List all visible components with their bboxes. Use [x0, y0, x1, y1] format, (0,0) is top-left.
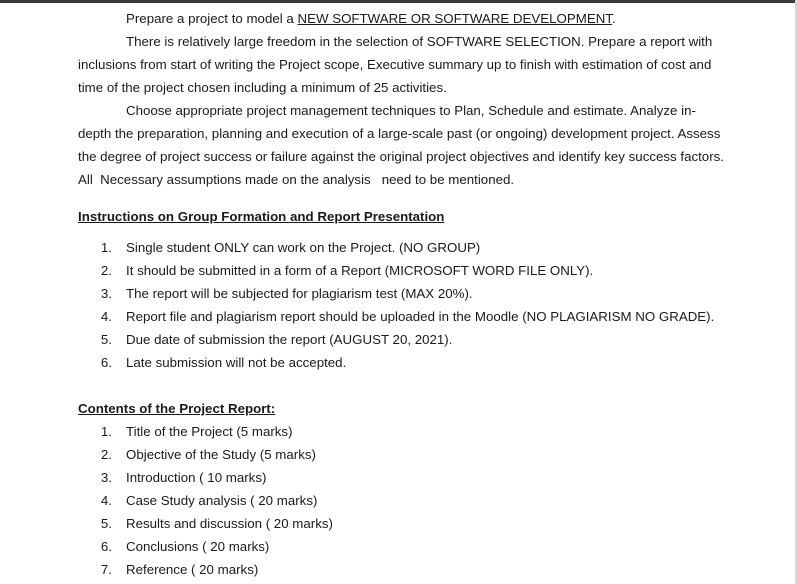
list-item-text: Introduction ( 10 marks)	[126, 470, 267, 485]
list-item-text: Title of the Project (5 marks)	[126, 424, 293, 439]
intro-p3-line1: Choose appropriate project management techniques to Plan, Schedule and estimate. Analyze in-	[126, 103, 696, 118]
list-item-number: 5.	[100, 332, 112, 347]
list-item-number: 6.	[100, 539, 112, 554]
intro-paragraph-1	[126, 10, 616, 28]
list-item-number: 4.	[100, 309, 112, 324]
list-item-text: Due date of submission the report (AUGUST 20, 2021).	[126, 332, 453, 347]
list-item-text: Report file and plagiarism report should be uploaded in the Moodle (NO PLAGIARISM NO GRADE).	[126, 309, 715, 324]
top-border	[0, 0, 797, 3]
list-item-number: 2.	[100, 263, 112, 278]
list-item-number: 3.	[100, 286, 112, 301]
list-item-text: Reference ( 20 marks)	[126, 562, 259, 577]
list-item-text: The report will be subjected for plagiarism test (MAX 20%).	[126, 286, 473, 301]
list-item-text: Case Study analysis ( 20 marks)	[126, 493, 318, 508]
intro-p3-line3: the degree of project success or failure against the original project objectives and identify key success factors.	[78, 149, 724, 164]
intro-p1-suffix: .	[611, 11, 616, 26]
intro-p2-line2: inclusions from start of writing the Project scope, Executive summary up to finish with estimation of cost and	[78, 57, 712, 72]
list-item-number: 3.	[100, 470, 112, 485]
intro-p2-line1: There is relatively large freedom in the selection of SOFTWARE SELECTION. Prepare a report with	[126, 34, 713, 49]
intro-p1-prefix: Prepare a project to model a	[126, 11, 298, 26]
intro-p3-line4: All Necessary assumptions made on the analysis need to be mentioned.	[78, 172, 515, 187]
intro-p1-underlined: NEW SOFTWARE OR SOFTWARE DEVELOPMENT	[297, 11, 612, 26]
intro-p2-line3: time of the project chosen including a minimum of 25 activities.	[78, 80, 447, 95]
list-item-number: 1.	[100, 240, 112, 255]
list-item-text: Conclusions ( 20 marks)	[126, 539, 270, 554]
list-item-number: 1.	[100, 424, 112, 439]
list-item-text: Single student ONLY can work on the Project. (NO GROUP)	[126, 240, 481, 255]
intro-p3-line2: depth the preparation, planning and execution of a large-scale past (or ongoing) development project. Assess	[78, 126, 721, 141]
list-item-text: It should be submitted in a form of a Report (MICROSOFT WORD FILE ONLY).	[126, 263, 594, 278]
list-item-number: 6.	[100, 355, 112, 370]
contents-heading: Contents of the Project Report:	[78, 401, 276, 416]
list-item-number: 4.	[100, 493, 112, 508]
list-item-text: Results and discussion ( 20 marks)	[126, 516, 333, 531]
list-item-number: 5.	[100, 516, 112, 531]
list-item-text: Objective of the Study (5 marks)	[126, 447, 316, 462]
list-item-number: 2.	[100, 447, 112, 462]
list-item-text: Late submission will not be accepted.	[126, 355, 347, 370]
instructions-heading: Instructions on Group Formation and Report Presentation	[78, 209, 445, 224]
list-item-number: 7.	[100, 562, 112, 577]
